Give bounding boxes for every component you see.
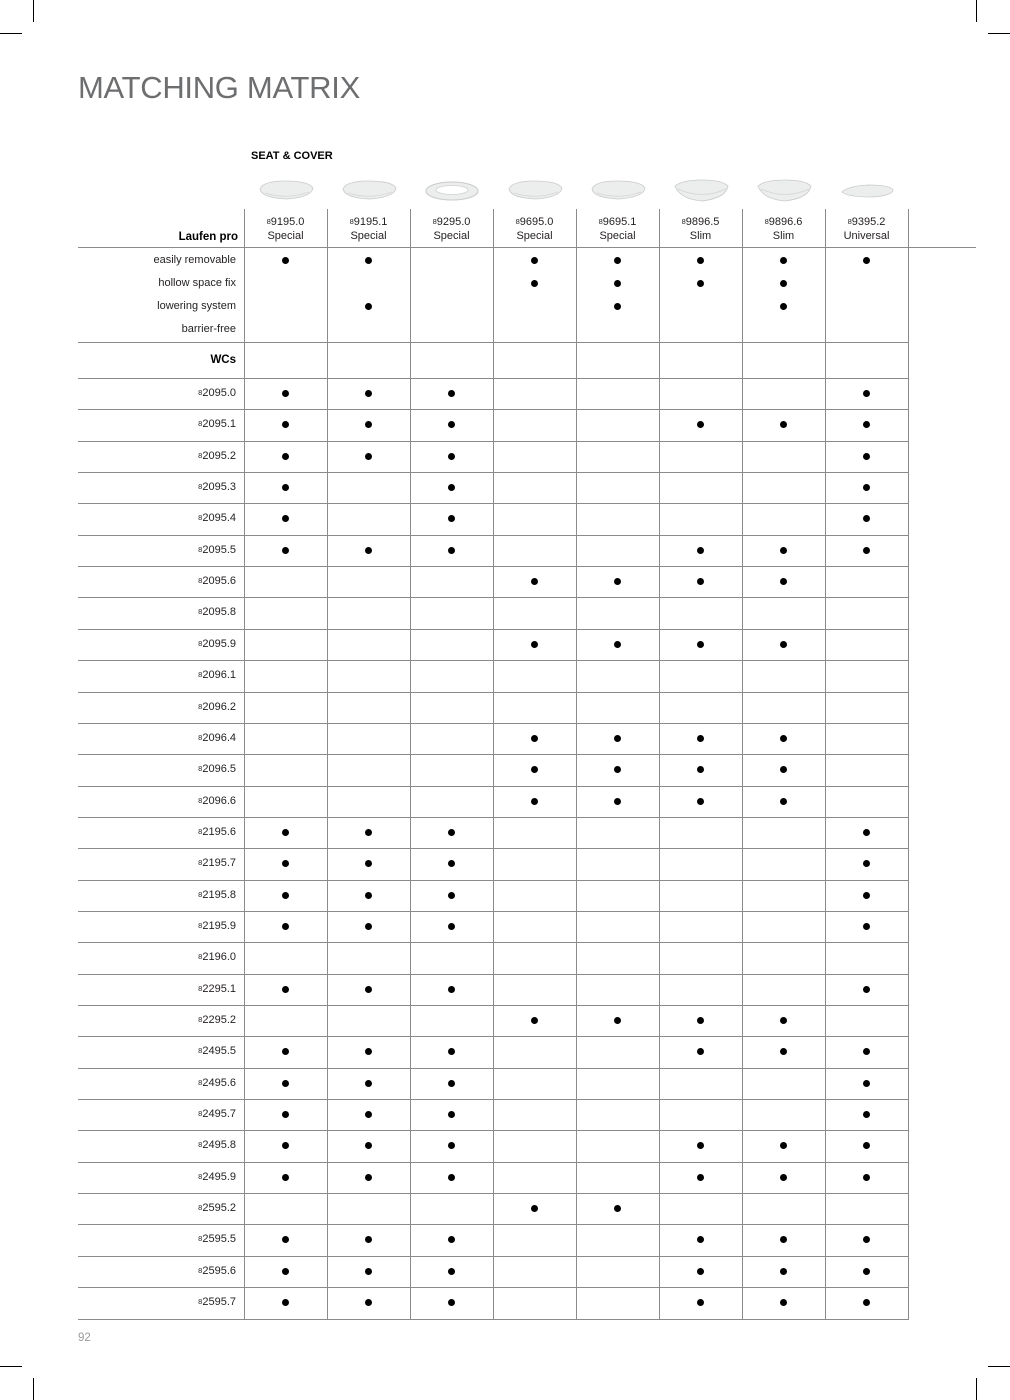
compatibility-dot [697, 1048, 704, 1055]
product-code: 2195.9 [202, 919, 236, 932]
product-code: 2595.6 [202, 1264, 236, 1277]
compatibility-dot [365, 1268, 372, 1275]
crop-mark [33, 1378, 34, 1400]
column-code [244, 215, 327, 229]
column-code [327, 215, 410, 229]
wc-label [90, 889, 236, 901]
wc-label [90, 826, 236, 838]
compatibility-dot [448, 1111, 455, 1118]
compatibility-dot [448, 1299, 455, 1306]
compatibility-dot [780, 303, 787, 310]
compatibility-dot [697, 1017, 704, 1024]
product-prefix: 8 [198, 952, 203, 962]
column-type: Slim [772, 230, 795, 242]
compatibility-dot [697, 1142, 704, 1149]
wc-label [90, 575, 236, 587]
compatibility-dot [282, 1174, 289, 1181]
compatibility-dot [614, 303, 621, 310]
column-rule [244, 209, 245, 1319]
wc-label [90, 920, 236, 932]
compatibility-dot [697, 280, 704, 287]
compatibility-dot [282, 390, 289, 397]
compatibility-dot [614, 766, 621, 773]
product-prefix: 8 [198, 1015, 203, 1024]
product-code: 2595.7 [202, 1296, 236, 1309]
compatibility-dot [365, 453, 372, 460]
compatibility-dot [697, 421, 704, 428]
column-code [659, 215, 742, 229]
compatibility-dot [282, 829, 289, 836]
product-prefix: 8 [198, 607, 203, 617]
compatibility-dot [448, 484, 455, 491]
product-prefix: 8 [198, 513, 203, 523]
compatibility-dot [531, 280, 538, 287]
compatibility-dot [365, 829, 372, 836]
compatibility-dot [282, 1048, 289, 1055]
compatibility-dot [282, 1080, 289, 1087]
compatibility-dot [863, 1299, 870, 1306]
page-title: MATCHING MATRIX [78, 70, 360, 105]
compatibility-dot [780, 1268, 787, 1275]
compatibility-dot [863, 892, 870, 899]
product-prefix: 8 [515, 217, 520, 226]
compatibility-dot [282, 453, 289, 460]
product-code: 2095.1 [202, 418, 236, 431]
compatibility-dot [448, 986, 455, 993]
compatibility-dot [863, 547, 870, 554]
product-code: 2195.6 [202, 825, 236, 838]
compatibility-dot [365, 1080, 372, 1087]
product-code: 9195.1 [353, 216, 388, 228]
compatibility-dot [448, 1236, 455, 1243]
column-header [659, 215, 742, 243]
compatibility-dot [863, 1174, 870, 1181]
product-code: 9295.0 [436, 216, 471, 228]
product-prefix: 8 [198, 701, 203, 711]
compatibility-dot [614, 280, 621, 287]
brand-label: Laufen pro [178, 231, 238, 243]
wc-label [90, 638, 236, 650]
compatibility-dot [780, 735, 787, 742]
product-prefix: 8 [198, 858, 203, 868]
compatibility-dot [365, 1142, 372, 1149]
wc-label [90, 1265, 236, 1277]
wc-label [90, 1139, 236, 1151]
compatibility-dot [365, 1174, 372, 1181]
compatibility-dot [780, 421, 787, 428]
product-prefix: 8 [598, 217, 603, 226]
product-prefix: 8 [198, 1046, 203, 1056]
compatibility-dot [863, 1236, 870, 1243]
seat-cover-image [340, 176, 398, 206]
compatibility-dot [282, 1268, 289, 1275]
product-prefix: 8 [198, 826, 203, 836]
feature-label: easily removable [153, 254, 236, 266]
product-code: 2595.5 [202, 1233, 236, 1246]
column-header [493, 215, 576, 243]
product-code: 9896.5 [685, 216, 720, 228]
compatibility-dot [531, 735, 538, 742]
compatibility-dot [531, 1205, 538, 1212]
universal-seat-cover-image [838, 176, 896, 206]
product-prefix: 8 [198, 795, 203, 805]
product-code: 9695.1 [602, 216, 637, 228]
product-prefix: 8 [198, 388, 203, 397]
compatibility-dot [282, 515, 289, 522]
compatibility-dot [614, 735, 621, 742]
wc-label [90, 1108, 236, 1120]
wc-label [90, 669, 236, 681]
column-header [244, 215, 327, 243]
wc-label [90, 387, 236, 399]
compatibility-dot [531, 1017, 538, 1024]
product-prefix: 8 [198, 670, 203, 680]
product-code: 2295.2 [202, 1014, 236, 1026]
wc-label [90, 1077, 236, 1089]
wc-label [90, 701, 236, 713]
compatibility-dot [780, 766, 787, 773]
product-code: 2096.2 [202, 700, 236, 713]
product-code: 2195.8 [202, 888, 236, 901]
column-header [825, 215, 908, 243]
product-prefix: 8 [198, 1171, 203, 1181]
wc-label [90, 450, 236, 462]
product-code: 2196.0 [202, 951, 236, 964]
crop-mark [0, 1366, 22, 1367]
compatibility-dot [282, 923, 289, 930]
wc-label [90, 1202, 236, 1214]
product-prefix: 8 [847, 217, 852, 226]
column-header [576, 215, 659, 243]
compatibility-dot [780, 1017, 787, 1024]
compatibility-dot [614, 257, 621, 264]
compatibility-dot [365, 1299, 372, 1306]
compatibility-dot [448, 421, 455, 428]
crop-mark [988, 33, 1010, 34]
column-rule [576, 209, 577, 1319]
product-code: 2495.6 [202, 1076, 236, 1089]
column-rule [908, 209, 909, 1319]
compatibility-dot [282, 484, 289, 491]
compatibility-dot [448, 453, 455, 460]
column-type: Slim [689, 230, 712, 242]
product-code: 2095.9 [202, 637, 236, 650]
wc-label [90, 1014, 236, 1026]
compatibility-dot [863, 484, 870, 491]
product-prefix: 8 [198, 450, 203, 460]
column-header [410, 215, 493, 243]
wc-label [90, 1171, 236, 1183]
compatibility-dot [365, 257, 372, 264]
product-prefix: 8 [198, 1077, 203, 1087]
product-code: 9695.0 [519, 216, 554, 228]
column-rule [659, 209, 660, 1319]
product-code: 2495.5 [202, 1045, 236, 1058]
product-code: 9896.6 [768, 216, 803, 228]
compatibility-dot [697, 1236, 704, 1243]
compatibility-dot [863, 421, 870, 428]
compatibility-dot [780, 641, 787, 648]
compatibility-dot [697, 766, 704, 773]
wc-label [90, 795, 236, 807]
compatibility-dot [531, 578, 538, 585]
compatibility-dot [614, 798, 621, 805]
compatibility-dot [863, 390, 870, 397]
product-code: 2096.5 [202, 763, 236, 776]
compatibility-dot [365, 1236, 372, 1243]
compatibility-dot [282, 421, 289, 428]
product-code: 2295.1 [202, 982, 236, 995]
compatibility-dot [448, 515, 455, 522]
ring-seat-image [423, 176, 481, 206]
compatibility-dot [448, 829, 455, 836]
wcs-label: WCs [210, 354, 236, 366]
column-type: Special [599, 230, 636, 242]
wc-label [90, 544, 236, 556]
compatibility-dot [697, 641, 704, 648]
product-prefix: 8 [198, 889, 203, 899]
product-code: 2595.2 [202, 1202, 236, 1215]
wc-label [90, 481, 236, 493]
product-prefix: 8 [198, 482, 203, 492]
column-rule [410, 209, 411, 1319]
wc-label [90, 418, 236, 430]
compatibility-dot [531, 766, 538, 773]
compatibility-dot [863, 923, 870, 930]
product-prefix: 8 [198, 576, 203, 586]
product-prefix: 8 [681, 217, 686, 226]
compatibility-dot [365, 390, 372, 397]
column-code [410, 215, 493, 229]
compatibility-dot [282, 1299, 289, 1306]
compatibility-dot [448, 892, 455, 899]
product-prefix: 8 [198, 638, 203, 648]
product-prefix: 8 [198, 1265, 203, 1275]
product-prefix: 8 [198, 419, 203, 429]
compatibility-dot [697, 257, 704, 264]
column-rule [742, 209, 743, 1319]
row-rule [78, 1319, 909, 1320]
compatibility-dot [365, 923, 372, 930]
product-prefix: 8 [198, 920, 203, 930]
compatibility-dot [863, 1142, 870, 1149]
compatibility-dot [448, 1174, 455, 1181]
wc-label [90, 1296, 236, 1308]
compatibility-dot [863, 1111, 870, 1118]
feature-label: lowering system [157, 300, 236, 312]
section-label: SEAT & COVER [251, 150, 333, 162]
compatibility-dot [863, 257, 870, 264]
compatibility-dot [780, 1048, 787, 1055]
compatibility-dot [780, 547, 787, 554]
product-code: 2495.8 [202, 1139, 236, 1152]
compatibility-dot [780, 578, 787, 585]
compatibility-dot [531, 798, 538, 805]
product-prefix: 8 [198, 1109, 203, 1119]
wc-label [90, 983, 236, 995]
compatibility-dot [365, 1111, 372, 1118]
crop-mark [976, 0, 977, 22]
wc-label [90, 857, 236, 869]
column-rule [825, 209, 826, 1319]
compatibility-dot [448, 1080, 455, 1087]
compatibility-dot [365, 547, 372, 554]
wc-label [90, 763, 236, 775]
feature-label: barrier-free [181, 323, 236, 335]
product-code: 2095.4 [202, 512, 236, 525]
compatibility-dot [365, 421, 372, 428]
column-type: Special [267, 230, 304, 242]
compatibility-dot [531, 641, 538, 648]
compatibility-dot [697, 798, 704, 805]
product-prefix: 8 [266, 217, 271, 226]
product-prefix: 8 [432, 217, 437, 226]
column-type: Universal [843, 230, 890, 242]
compatibility-dot [282, 892, 289, 899]
column-code [742, 215, 825, 229]
compatibility-dot [697, 1268, 704, 1275]
crop-mark [988, 1366, 1010, 1367]
wc-label [90, 606, 236, 618]
compatibility-dot [780, 1174, 787, 1181]
compatibility-dot [780, 1142, 787, 1149]
product-code: 2096.4 [202, 731, 236, 744]
column-code [825, 215, 908, 229]
crop-mark [0, 33, 22, 34]
compatibility-dot [614, 1017, 621, 1024]
compatibility-dot [863, 453, 870, 460]
compatibility-dot [697, 547, 704, 554]
compatibility-dot [863, 1268, 870, 1275]
compatibility-dot [282, 1111, 289, 1118]
compatibility-dot [282, 860, 289, 867]
compatibility-dot [614, 578, 621, 585]
product-prefix: 8 [198, 1297, 203, 1307]
compatibility-dot [365, 892, 372, 899]
product-code: 2495.9 [202, 1170, 236, 1183]
compatibility-dot [282, 986, 289, 993]
seat-cover-image [506, 176, 564, 206]
compatibility-dot [697, 1299, 704, 1306]
compatibility-dot [863, 829, 870, 836]
feature-label: hollow space fix [158, 277, 236, 289]
header-rule [78, 247, 976, 248]
compatibility-dot [863, 860, 870, 867]
seat-cover-image [589, 176, 647, 206]
product-prefix: 8 [349, 217, 354, 226]
column-header [327, 215, 410, 243]
column-rule [493, 209, 494, 1319]
product-code: 2096.6 [202, 794, 236, 807]
compatibility-dot [697, 735, 704, 742]
compatibility-dot [365, 1048, 372, 1055]
page-number: 92 [78, 1332, 91, 1344]
product-code: 2095.6 [202, 575, 236, 588]
compatibility-dot [697, 1174, 704, 1181]
product-code: 2095.5 [202, 543, 236, 556]
product-code: 2195.7 [202, 857, 236, 870]
seat-cover-image [257, 176, 315, 206]
compatibility-dot [863, 1048, 870, 1055]
compatibility-dot [448, 860, 455, 867]
wc-label [90, 512, 236, 524]
compatibility-dot [531, 257, 538, 264]
column-type: Special [516, 230, 553, 242]
compatibility-dot [365, 860, 372, 867]
product-code: 9195.0 [270, 216, 305, 228]
compatibility-dot [448, 1268, 455, 1275]
compatibility-dot [780, 1236, 787, 1243]
column-code [493, 215, 576, 229]
product-prefix: 8 [198, 1234, 203, 1244]
product-code: 2095.2 [202, 449, 236, 462]
product-code: 2095.3 [202, 481, 236, 494]
wc-label [90, 732, 236, 744]
compatibility-dot [282, 1236, 289, 1243]
crop-mark [976, 1378, 977, 1400]
compatibility-dot [448, 390, 455, 397]
product-prefix: 8 [198, 764, 203, 774]
product-prefix: 8 [198, 732, 203, 742]
compatibility-dot [863, 1080, 870, 1087]
column-type: Special [350, 230, 387, 242]
product-code: 2096.1 [202, 669, 236, 682]
product-code: 2495.7 [202, 1108, 236, 1121]
compatibility-dot [282, 257, 289, 264]
product-code: 2095.8 [202, 606, 236, 619]
column-type: Special [433, 230, 470, 242]
product-prefix: 8 [198, 544, 203, 554]
compatibility-dot [780, 798, 787, 805]
compatibility-dot [780, 257, 787, 264]
compatibility-dot [448, 547, 455, 554]
compatibility-dot [780, 280, 787, 287]
wc-label [90, 1045, 236, 1057]
compatibility-dot [365, 303, 372, 310]
compatibility-dot [365, 986, 372, 993]
product-prefix: 8 [764, 217, 769, 226]
compatibility-dot [614, 1205, 621, 1212]
wc-label [90, 1233, 236, 1245]
column-code [576, 215, 659, 229]
compatibility-dot [282, 547, 289, 554]
compatibility-dot [282, 1142, 289, 1149]
product-code: 9395.2 [851, 216, 886, 228]
crop-mark [33, 0, 34, 22]
column-rule [327, 209, 328, 1319]
compatibility-dot [780, 1299, 787, 1306]
product-prefix: 8 [198, 983, 203, 993]
compatibility-dot [448, 1142, 455, 1149]
compatibility-dot [863, 986, 870, 993]
compatibility-dot [448, 923, 455, 930]
compatibility-dot [697, 578, 704, 585]
slim-seat-cover-image [755, 176, 813, 206]
compatibility-dot [448, 1048, 455, 1055]
slim-seat-cover-image [672, 176, 730, 206]
compatibility-dot [863, 515, 870, 522]
compatibility-dot [614, 641, 621, 648]
product-code: 2095.0 [202, 387, 236, 399]
wc-label [90, 951, 236, 963]
product-prefix: 8 [198, 1203, 203, 1213]
product-prefix: 8 [198, 1140, 203, 1150]
column-header [742, 215, 825, 243]
